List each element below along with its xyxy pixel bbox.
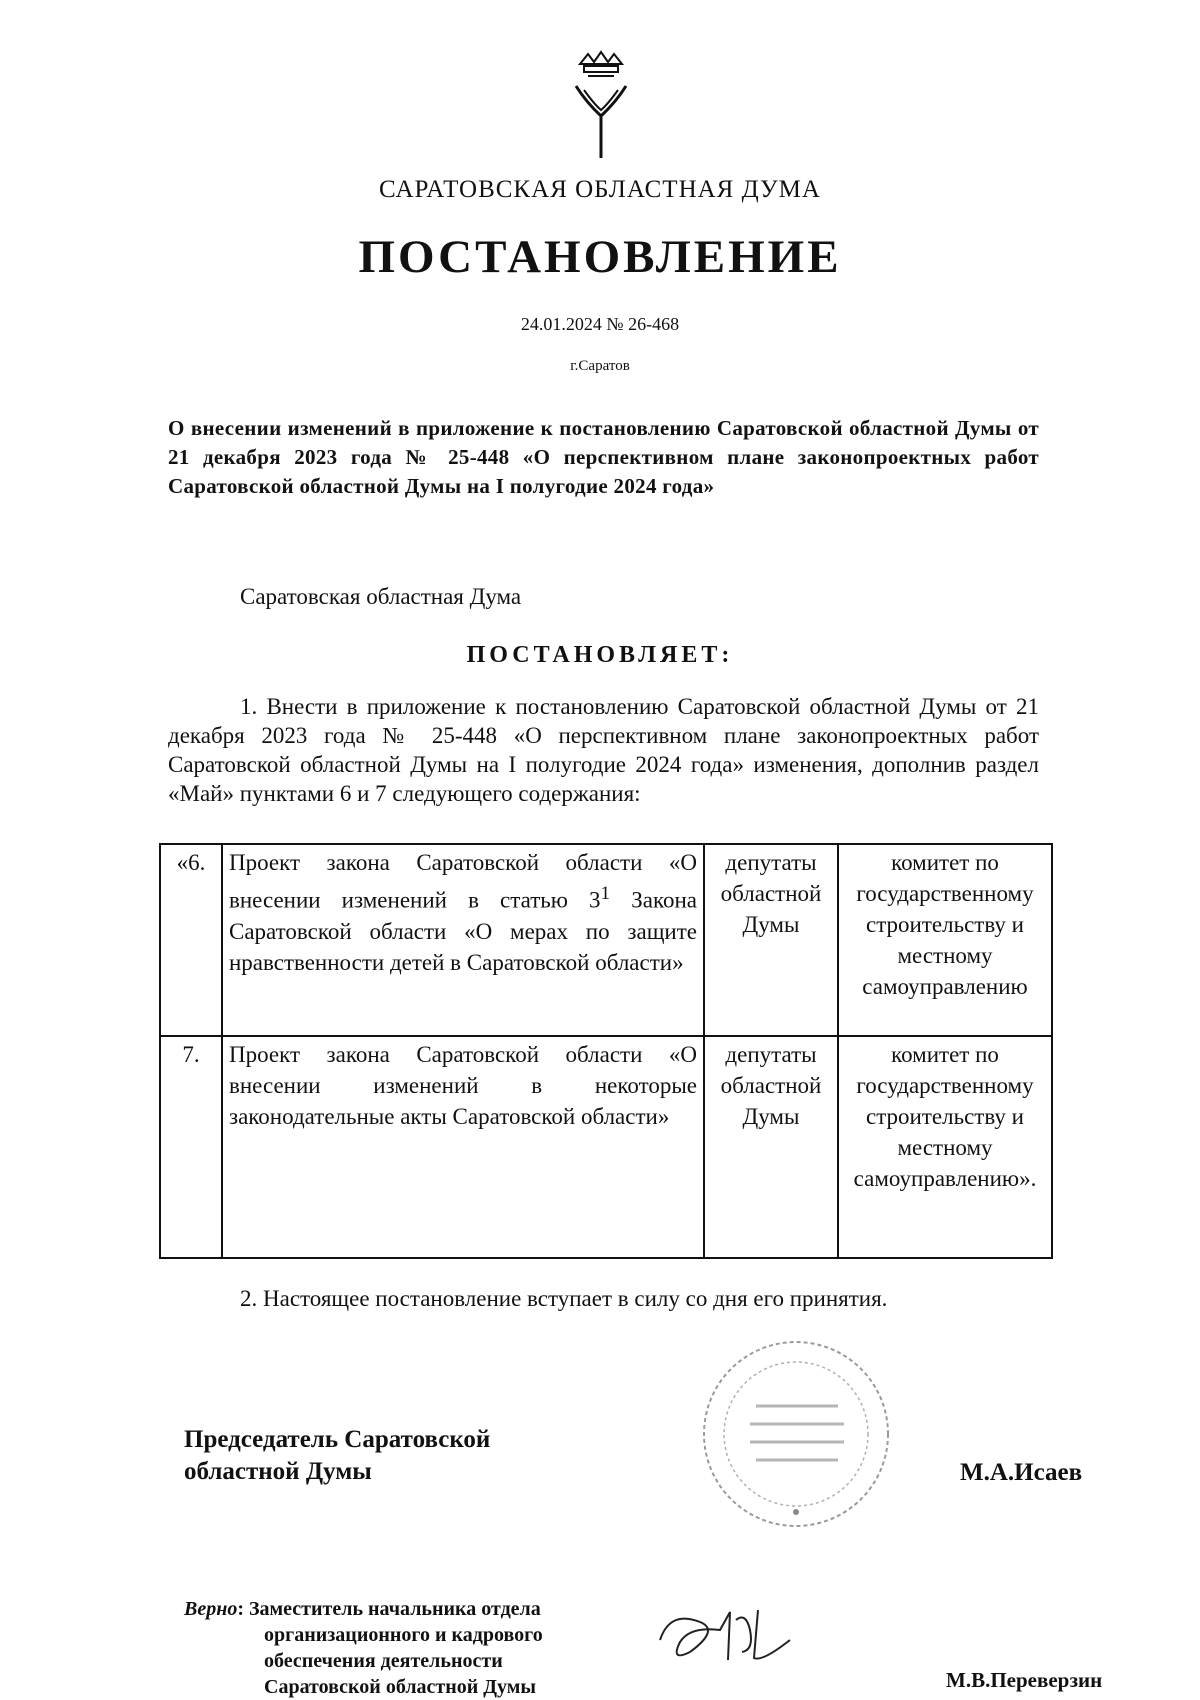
certify-title-line-2: организационного и кадрового bbox=[264, 1624, 543, 1646]
table-row bbox=[160, 1036, 1052, 1258]
official-seal-icon bbox=[698, 1336, 894, 1532]
row-number: «6. bbox=[160, 844, 222, 1036]
duma-name: Саратовская областная Дума bbox=[240, 584, 522, 609]
handwritten-signature-icon bbox=[650, 1600, 800, 1670]
article-superscript: 1 bbox=[600, 883, 611, 904]
resolves-heading: ПОСТАНОВЛЯЕТ: bbox=[466, 642, 734, 668]
amendment-table bbox=[159, 843, 1053, 1259]
organization-name: САРАТОВСКАЯ ОБЛАСТНАЯ ДУМА bbox=[379, 176, 821, 203]
document-type-title: ПОСТАНОВЛЕНИЕ bbox=[358, 231, 842, 283]
paragraph-1: 1. Внести в приложение к постановлению Саратовской областной Думы от 21 декабря 2023 года № 25-448 «О перспективном плане законопроектных работ Саратовской областной Думы на I полугодие 2024 года» изменения, дополнив раздел «Май» пунктами 6 и 7 следующего содержания: bbox=[168, 694, 1039, 806]
bill-title: Проект закона Саратовской области «О внесении изменений в некоторые законодательные акты Саратовской области» bbox=[222, 1036, 704, 1258]
certification-block bbox=[184, 1596, 644, 1700]
chair-name: М.А.Исаев bbox=[960, 1459, 1083, 1486]
certify-title-line-1: Заместитель начальника отдела bbox=[249, 1598, 541, 1620]
row-number: 7. bbox=[160, 1036, 222, 1258]
certify-title-line-4: Саратовской областной Думы bbox=[264, 1676, 537, 1698]
date-and-number: 24.01.2024 № 26-468 bbox=[520, 314, 680, 334]
bill-initiator: депутаты областной Думы bbox=[704, 844, 838, 1036]
paragraph-2: 2. Настоящее постановление вступает в силу со дня его принятия. bbox=[240, 1286, 888, 1311]
bill-title-start: Проект закона Саратовской области «О внесении изменений в статью 3 bbox=[229, 850, 697, 913]
certify-name: М.В.Переверзин bbox=[946, 1668, 1103, 1692]
city: г.Саратов bbox=[570, 358, 630, 374]
responsible-committee: комитет по государственному строительству и местному самоуправлению». bbox=[838, 1036, 1052, 1258]
bill-initiator: депутаты областной Думы bbox=[704, 1036, 838, 1258]
duma-emblem-icon bbox=[566, 50, 636, 160]
certify-colon: : bbox=[237, 1598, 249, 1620]
bill-title-end: Закона Саратовской области «О мерах по защите нравственности детей в Саратовской области» bbox=[229, 887, 697, 975]
chair-title: Председатель Саратовской областной Думы bbox=[184, 1426, 491, 1485]
responsible-committee: комитет по государственному строительству и местному самоуправлению bbox=[838, 844, 1052, 1036]
certify-label: Верно bbox=[184, 1598, 238, 1620]
certify-title-line-3: обеспечения деятельности bbox=[264, 1650, 503, 1672]
bill-title bbox=[222, 844, 704, 1036]
table-row bbox=[160, 844, 1052, 1036]
resolution-subject: О внесении изменений в приложение к постановлению Саратовской областной Думы от 21 декабря 2023 года № 25-448 «О перспективном плане законопроектных работ Саратовской областной Думы на I полугодие 2024 года» bbox=[168, 416, 1039, 498]
